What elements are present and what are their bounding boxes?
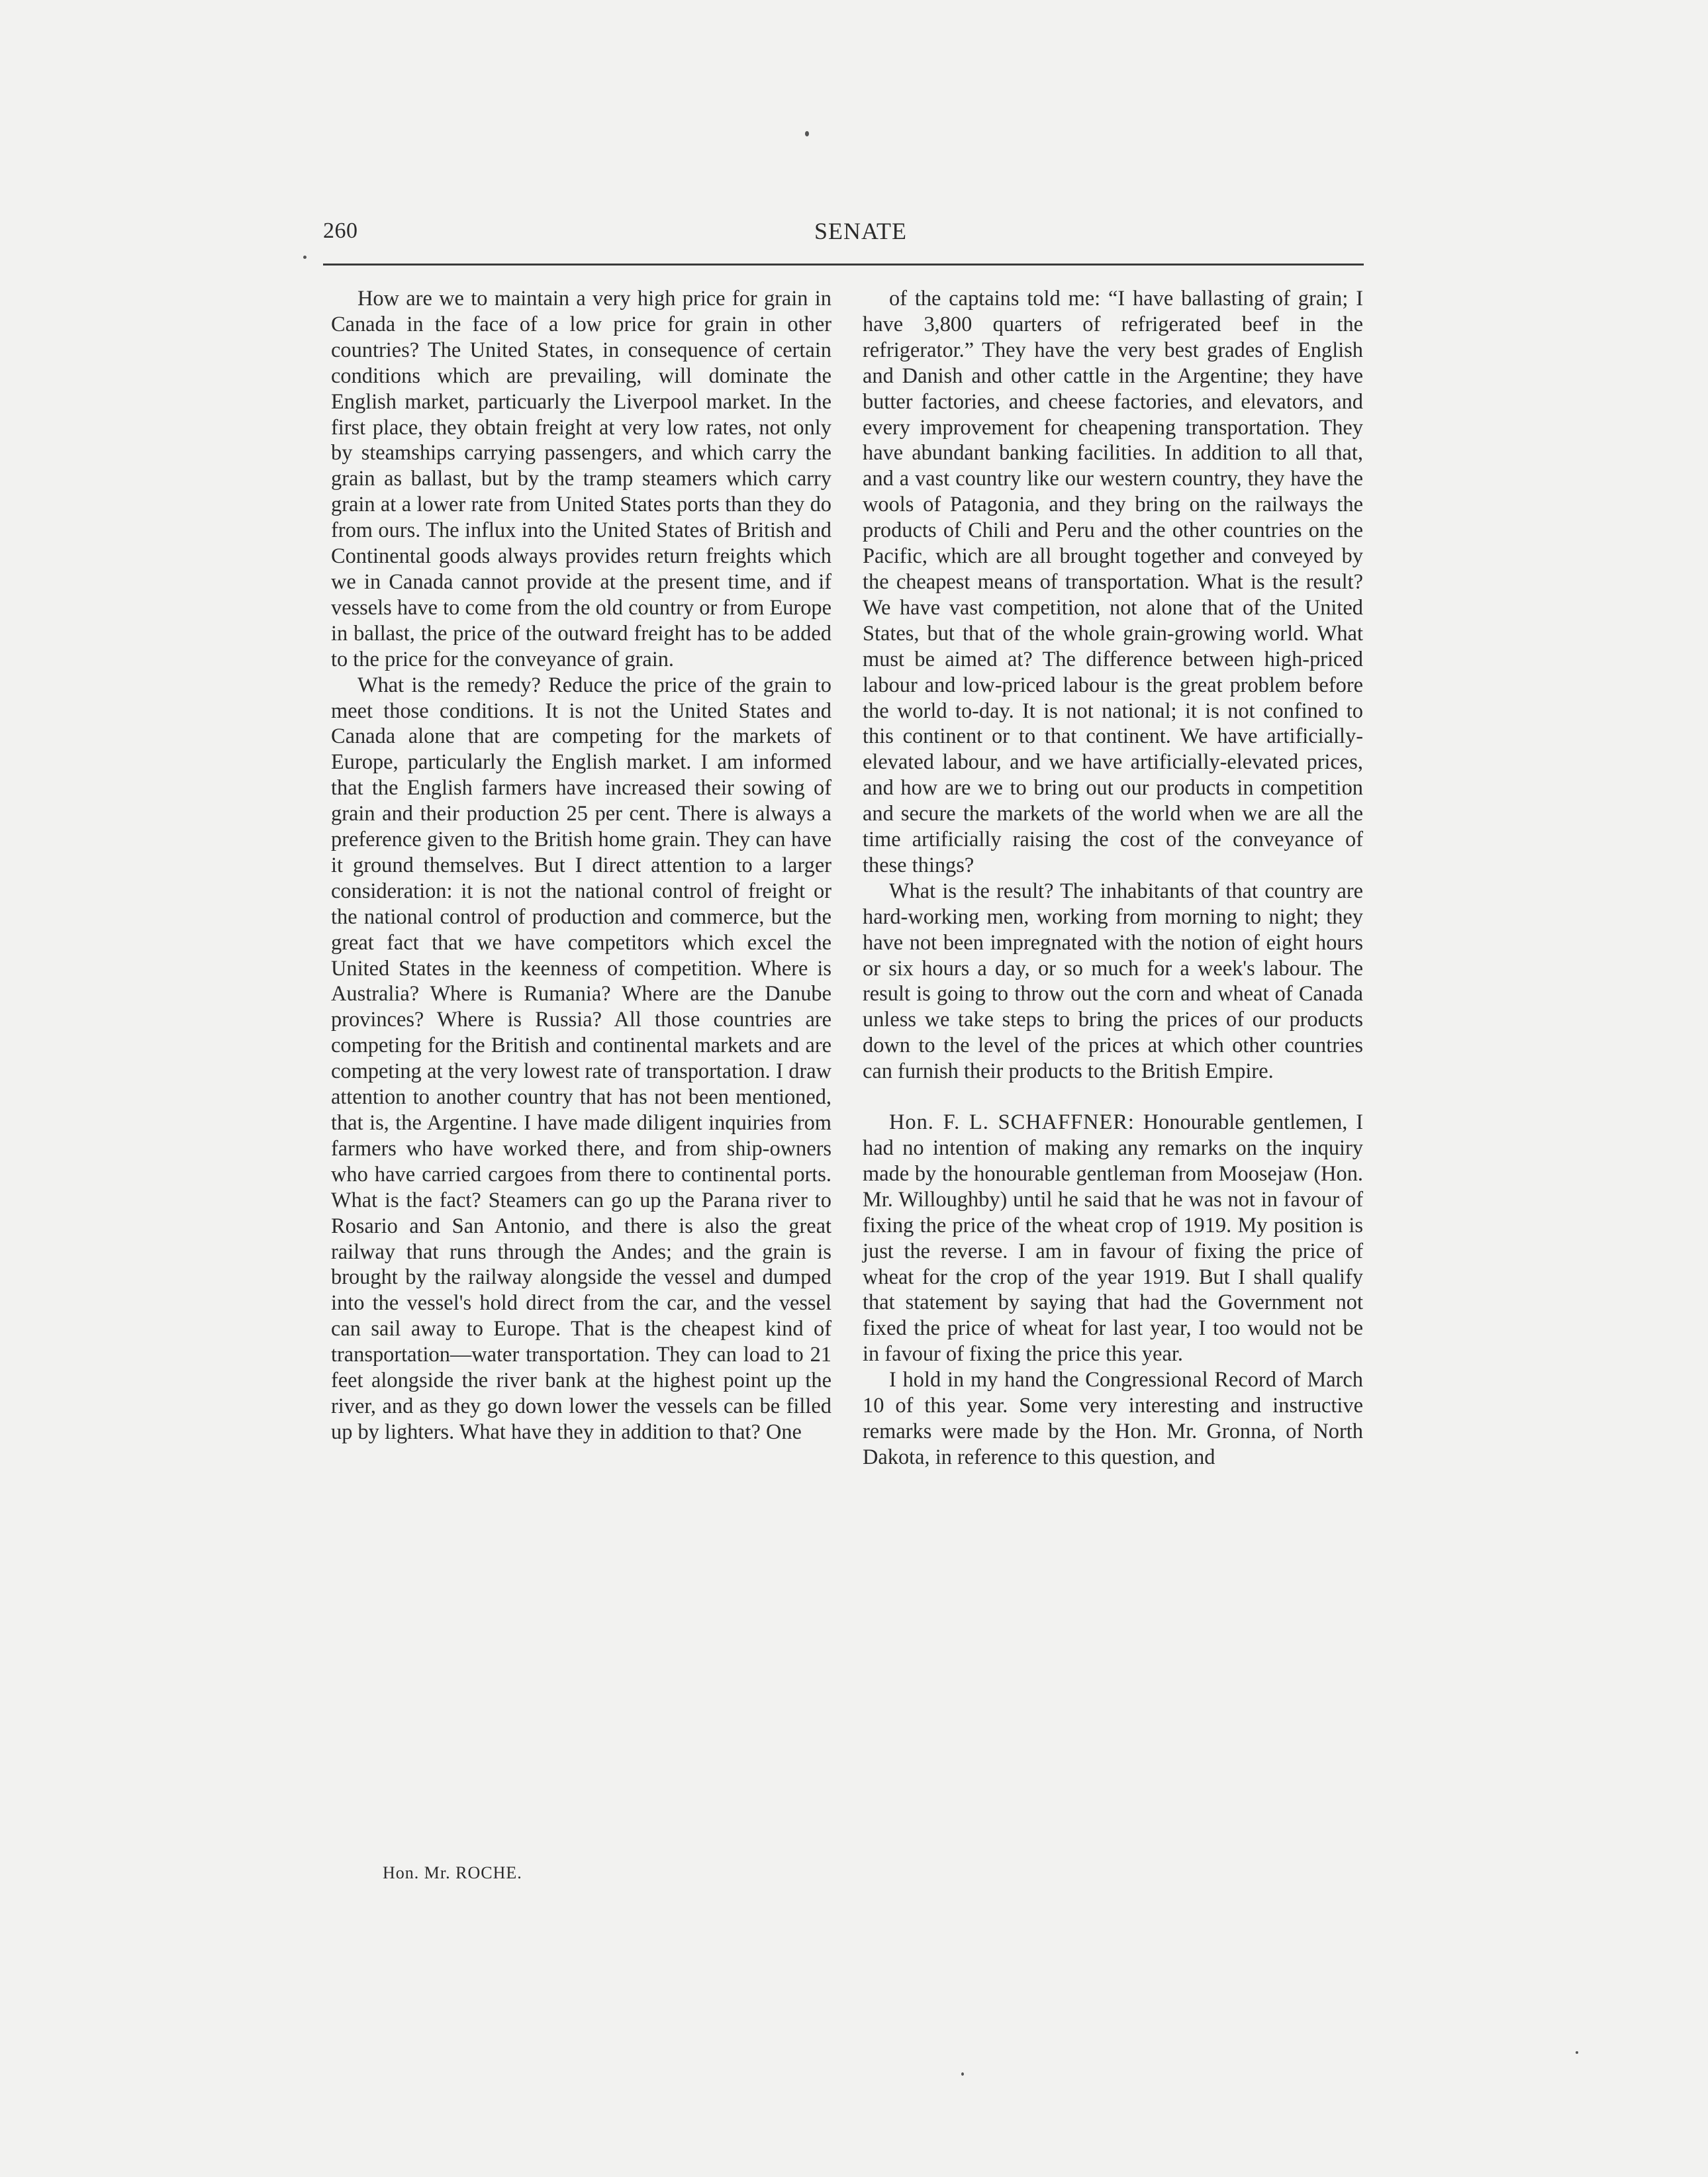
speech-paragraph-2: I hold in my hand the Congressional Record of March 10 of this year. Some very interesting and instructive remarks were made by the Hon. Mr. Gronna, of North Dakota, in reference to this question, and	[863, 1368, 1363, 1469]
page-footer-name: Hon. Mr. ROCHE.	[383, 1863, 522, 1882]
scan-speck	[805, 131, 809, 136]
left-paragraph-1: How are we to maintain a very high price for grain in Canada in the face of a low price for grain in other countries? The United States, in consequence of certain conditions which are prevailing, will dominate the English market, particuarly the Liverpool market. In the first place, they obtain freight at very low rates, not only by steamships carrying passengers, and which carry the grain as ballast, but by the tramp steamers which carry grain at a lower rate from United States ports than they do from ours. The influx into the United States of British and Continental goods always provides return freights which we in Canada cannot provide at the present time, and if vessels have to come from the old country or from Europe in ballast, the price of the outward freight has to be added to the price for the conveyance of grain.	[331, 287, 831, 671]
left-paragraph-2: What is the remedy? Reduce the price of the grain to meet those conditions. It is not the United States and Canada alone that are competing for the markets of Europe, particularly the English market. I am informed that the English farmers have increased their sowing of grain and their production 25 per cent. There is always a preference given to the British home grain. They can have it ground themselves. But I direct attention to a larger consideration: it is not the national control of freight or the national control of production and commerce, but the great fact that we have competitors which excel the United States in the keenness of competition. Where is Australia? Where is Rumania? Where are the Danube provinces? Where is Russia? All those countries are competing for the British and continental markets and are competing at the very lowest rate of transportation. I draw attention to another country that has not been mentioned, that is, the Argentine. I have made diligent inquiries from farmers who have worked there, and from ship-owners who have carried cargoes from there to continental ports. What is the fact? Steamers can go up the Parana river to Rosario and San Antonio, and there is also the great railway that runs through the Andes; and the grain is brought by the railway alongside the vessel and dumped into the vessel's hold direct from the car, and the vessel can sail away to Europe. That is the cheapest kind of transportation—water transportation. They can load to 21 feet alongside the river bank at the highest point up the river, and as they go down lower the vessels can be filled up by lighters. What have they in addition to that? One	[331, 673, 831, 1444]
scan-speck	[1576, 2051, 1578, 2054]
running-head: SENATE	[814, 218, 907, 244]
page-number: 260	[323, 218, 358, 243]
scan-speck	[961, 2072, 964, 2076]
speech-text: Honourable gentlemen, I had no intention of making any remarks on the inquiry made by the honourable gentleman from Moosejaw (Hon. Mr. Willoughby) until he said that he was not in favour of fixing the price of the wheat crop of 1919. My position is just the reverse. I am in favour of fixing the price of wheat for the crop of the year 1919. But I shall qualify that statement by saying that had the Government not fixed the price of wheat for last year, I too would not be in favour of fixing the price this year.	[863, 1110, 1363, 1367]
right-column	[863, 286, 1363, 1471]
speaker-name: Hon. F. L. SCHAFFNER:	[889, 1110, 1135, 1135]
right-paragraph-1: of the captains told me: “I have ballasting of grain; I have 3,800 quarters of refrigerated beef in the refrigerator.” They have the very best grades of English and Danish and other cattle in the Argentine; they have butter factories, and cheese factories, and elevators, and every improvement for cheapening transportation. They have abundant banking facilities. In addition to all that, and a vast country like our western country, they have the wools of Patagonia, and they bring on the railways the products of Chili and Peru and the other countries on the Pacific, which are all brought together and conveyed by the cheapest means of transportation. What is the result? We have vast competition, not alone that of the United States, but that of the whole grain-growing world. What must be aimed at? The difference between high-priced labour and low-priced labour is the great problem before the world to-day. It is not national; it is not confined to this continent or to that continent. We have artificially-elevated labour, and we have artificially-elevated prices, and how are we to bring out our products in competition and secure the markets of the world when we are all the time artificially raising the cost of the conveyance of these things?	[863, 287, 1363, 877]
speech-paragraph-1	[863, 1110, 1363, 1367]
left-column	[331, 286, 831, 1445]
scan-speck	[303, 256, 307, 259]
right-paragraph-2: What is the result? The inhabitants of that country are hard-working men, working from morning to night; they have not been impregnated with the notion of eight hours or six hours a day, or so much for a week's labour. The result is going to throw out the corn and wheat of Canada unless we take steps to bring the prices of our products down to the level of the prices at which other countries can furnish their products to the British Empire.	[863, 879, 1363, 1084]
header-rule	[323, 264, 1364, 266]
